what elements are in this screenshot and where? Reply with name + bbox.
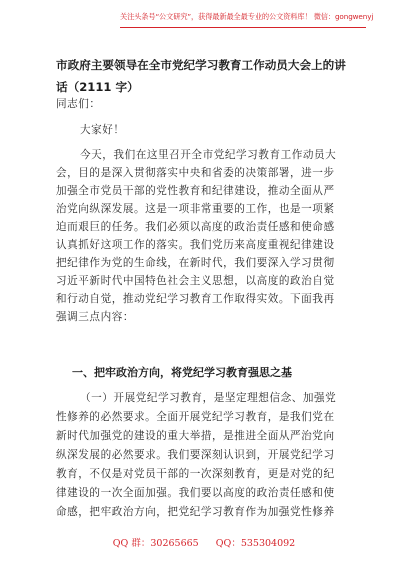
section-line: 性修养的必然要求。全面开展党纪学习教育，是我们党在 <box>56 411 335 423</box>
footer <box>0 535 408 549</box>
body-line: 把纪律作为党的生命线，在新时代，我们要深入学习贯彻 <box>56 257 335 269</box>
body-line: 治党向纵深发展。这是一项非常重要的工作，也是一项紧 <box>56 203 335 215</box>
body-line: 习近平新时代中国特色社会主义思想，以高度的政治自觉 <box>56 275 335 287</box>
footer-qq: QQ：535304092 <box>215 538 296 549</box>
section-line: 律建设的一次全面加强。我们要以高度的政治责任感和使 <box>56 487 335 499</box>
body-line: 认真抓好这项工作的落实。我们党历来高度重视纪律建设 <box>56 239 335 251</box>
footer-qq-group: QQ 群：30265665 <box>112 538 199 549</box>
section-line: 命感，把牢政治方向，把党纪学习教育作为加强党性修养 <box>56 506 335 518</box>
section-line: 纵深发展的必然要求。我们要深刻认识到，开展党纪学习 <box>56 449 335 461</box>
title-line-2: 话（2111 字） <box>56 80 139 94</box>
section-line: 新时代加强党的建设的重大举措，是推进全面从严治党向 <box>56 430 335 442</box>
greeting: 大家好！ <box>80 124 125 136</box>
section-line: （一）开展党纪学习教育，是坚定理想信念、加强党 <box>80 392 337 404</box>
body-line: 和行动自觉，推动党纪学习教育工作取得实效。下面我再 <box>56 293 335 305</box>
body-line: 迫而艰巨的任务。我们必须以高度的政治责任感和使命感 <box>56 221 335 233</box>
body-line: 强调三点内容： <box>56 311 135 323</box>
section-line: 教育，不仅是对党员干部的一次深刻教育，更是对党的纪 <box>56 468 335 480</box>
title-line-1: 市政府主要领导在全市党纪学习教育工作动员大会上的讲 <box>56 58 346 72</box>
body-line: 会，目的是深入贯彻落实中央和省委的决策部署，进一步 <box>56 167 335 179</box>
section-heading: 一、把牢政治方向，将党纪学习教育强思之基 <box>72 366 292 379</box>
header-banner: 关注头条号“公文研究”，获得最新最全最专业的公文资料库！ 微信：gongwenyj <box>120 12 374 21</box>
header-divider <box>120 27 366 28</box>
body-line: 加强全市党员干部的党性教育和纪律建设，推动全面从严 <box>56 185 335 197</box>
document-title <box>56 54 356 98</box>
salutation: 同志们： <box>56 98 101 110</box>
body-line: 今天，我们在这里召开全市党纪学习教育工作动员大 <box>80 149 337 161</box>
